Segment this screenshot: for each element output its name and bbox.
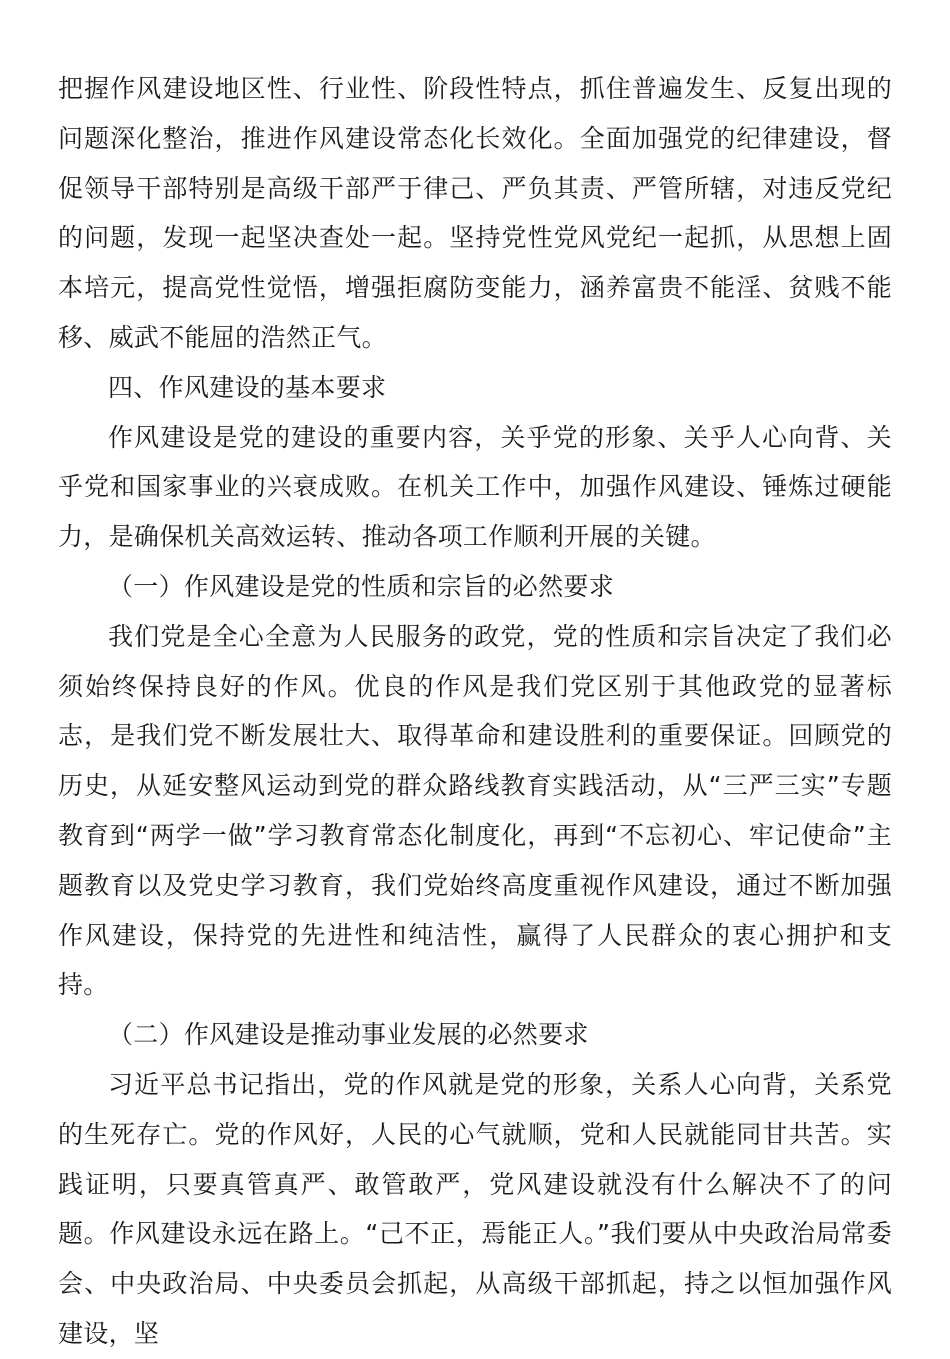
subsection-heading-1: （一）作风建设是党的性质和宗旨的必然要求 — [108, 571, 615, 601]
section-heading-4: 四、作风建设的基本要求 — [108, 372, 387, 402]
body-paragraph-1: 把握作风建设地区性、行业性、阶段性特点，抓住普遍发生、反复出现的问题深化整治，推进作风建设常态化长效化。全面加强党的纪律建设，督促领导干部特别是高级干部严于律己、严负其责、严管所辖，对违反党纪的问题，发现一起坚决查处一起。坚持党性党风党纪一起抓，从思想上固本培元，提高党性觉悟，增强拒腐防变能力，涵养富贵不能淫、贫贱不能移、威武不能屈的浩然正气。 — [58, 74, 892, 352]
subsection-heading-2: （二）作风建设是推动事业发展的必然要求 — [108, 1020, 589, 1050]
body-paragraph-2: 作风建设是党的建设的重要内容，关乎党的形象、关乎人心向背、关乎党和国家事业的兴衰成败。在机关工作中，加强作风建设、锤炼过硬能力，是确保机关高效运转、推动各项工作顺利开展的关键。 — [58, 422, 892, 552]
body-paragraph-3: 我们党是全心全意为人民服务的政党，党的性质和宗旨决定了我们必须始终保持良好的作风。优良的作风是我们党区别于其他政党的显著标志，是我们党不断发展壮大、取得革命和建设胜利的重要保证。回顾党的历史，从延安整风运动到党的群众路线教育实践活动，从“三严三实”专题教育到“两学一做”学习教育常态化制度化，再到“不忘初心、牢记使命”主题教育以及党史学习教育，我们党始终高度重视作风建设，通过不断加强作风建设，保持党的先进性和纯洁性，赢得了人民群众的衷心拥护和支持。 — [58, 621, 892, 1000]
document-page — [58, 64, 892, 1359]
body-paragraph-4: 习近平总书记指出，党的作风就是党的形象，关系人心向背，关系党的生死存亡。党的作风好，人民的心气就顺，党和人民就能同甘共苦。实践证明，只要真管真严、敢管敢严，党风建设就没有什么解决不了的问题。作风建设永远在路上。“己不正，焉能正人。”我们要从中央政治局常委会、中央政治局、中央委员会抓起，从高级干部抓起，持之以恒加强作风建设，坚 — [58, 1069, 892, 1348]
